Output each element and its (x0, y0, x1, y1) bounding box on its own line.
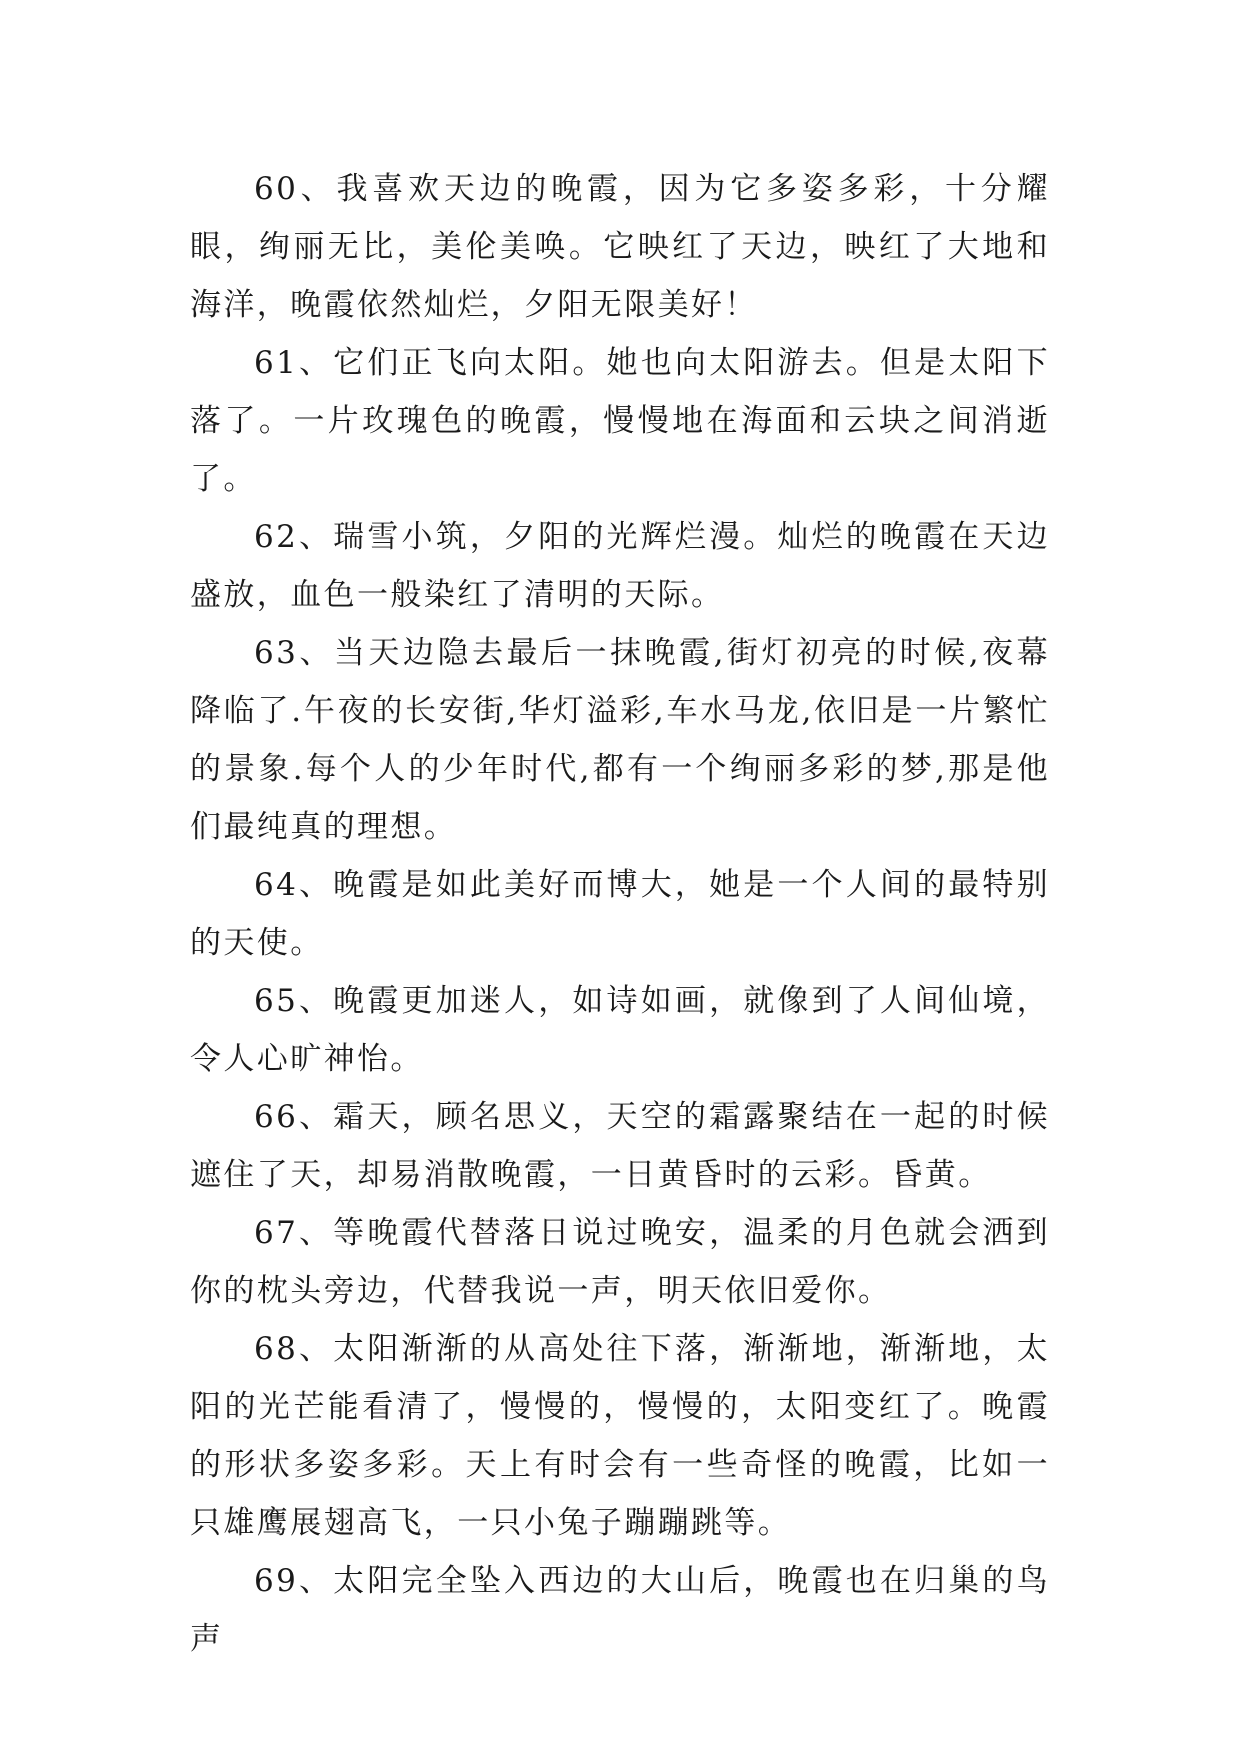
paragraph-63: 63、当天边隐去最后一抹晚霞,街灯初亮的时候,夜幕降临了.午夜的长安街,华灯溢彩,车水马龙,依旧是一片繁忙的景象.每个人的少年时代,都有一个绚丽多彩的梦,那是他们最纯真的理想。 (190, 635, 1050, 845)
paragraph-69: 69、太阳完全坠入西边的大山后，晚霞也在归巢的鸟声 (190, 1563, 1050, 1657)
paragraph-64: 64、晚霞是如此美好而博大，她是一个人间的最特别的天使。 (190, 867, 1050, 961)
paragraph-66: 66、霜天，顾名思义，天空的霜露聚结在一起的时候遮住了天，却易消散晚霞，一日黄昏时的云彩。昏黄。 (190, 1099, 1050, 1193)
paragraph-61: 61、它们正飞向太阳。她也向太阳游去。但是太阳下落了。一片玫瑰色的晚霞，慢慢地在海面和云块之间消逝了。 (190, 345, 1050, 497)
paragraph-60: 60、我喜欢天边的晚霞，因为它多姿多彩，十分耀眼，绚丽无比，美伦美唤。它映红了天边，映红了大地和海洋，晚霞依然灿烂，夕阳无限美好！ (190, 171, 1050, 323)
paragraph-62: 62、瑞雪小筑，夕阳的光辉烂漫。灿烂的晚霞在天边盛放，血色一般染红了清明的天际。 (190, 519, 1050, 613)
paragraph-65: 65、晚霞更加迷人，如诗如画，就像到了人间仙境，令人心旷神怡。 (190, 983, 1050, 1077)
document-body (190, 160, 1050, 1668)
paragraph-68: 68、太阳渐渐的从高处往下落，渐渐地，渐渐地，太阳的光芒能看清了，慢慢的，慢慢的，太阳变红了。晚霞的形状多姿多彩。天上有时会有一些奇怪的晚霞，比如一只雄鹰展翅高飞，一只小兔子蹦蹦跳等。 (190, 1331, 1050, 1541)
paragraph-67: 67、等晚霞代替落日说过晚安，温柔的月色就会洒到你的枕头旁边，代替我说一声，明天依旧爱你。 (190, 1215, 1050, 1309)
